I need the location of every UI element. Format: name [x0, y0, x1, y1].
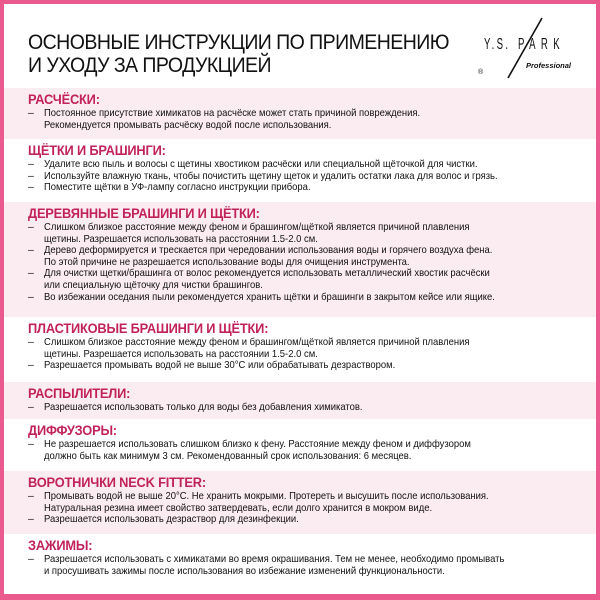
item-text-line: Натуральная резина имеет свойство затвердевать, если долго хранится в мокром виде.	[44, 501, 433, 514]
bullet-dash: –	[28, 513, 34, 526]
bullet-list	[28, 402, 596, 414]
list-item	[28, 222, 596, 245]
section	[4, 202, 596, 317]
list-item	[28, 108, 596, 131]
bullet-dash: –	[28, 221, 34, 233]
item-text-line: Поместите щётки в УФ-лампу согласно инструкции прибора.	[44, 181, 311, 194]
section	[4, 88, 596, 139]
list-item	[28, 514, 596, 526]
bullet-dash: –	[28, 290, 34, 303]
instruction-sheet	[4, 4, 596, 594]
title-line: ОСНОВНЫЕ ИНСТРУКЦИИ ПО ПРИМЕНЕНИЮ	[28, 31, 449, 54]
bullet-dash: –	[28, 267, 34, 280]
item-text-line: Используйте влажную ткань, чтобы почистить щетину щеток и удалить остатки лака для волос и грязь.	[44, 169, 498, 182]
bullet-list	[28, 337, 596, 372]
list-item	[28, 360, 596, 372]
bullet-dash: –	[28, 553, 34, 565]
item-text-line: Разрешается использовать только для воды без добавления химикатов.	[44, 401, 363, 413]
list-item	[28, 491, 596, 514]
bullet-dash: –	[28, 490, 34, 502]
section-heading: ДЕРЕВЯННЫЕ БРАШИНГИ И ЩЁТКИ:	[28, 206, 260, 221]
list-item	[28, 182, 596, 194]
section	[4, 139, 596, 202]
section-heading: ВОРОТНИЧКИ NECK FITTER:	[28, 475, 206, 490]
section-heading: ЗАЖИМЫ:	[28, 538, 93, 553]
item-text-line: или специальную щёточку для чистки брашингов.	[44, 278, 263, 291]
bullet-dash: –	[28, 169, 34, 182]
item-text-line: Не разрешается использовать слишком близко к фену. Расстояние между феном и диффузором	[44, 438, 471, 450]
list-item	[28, 268, 596, 291]
bullet-list	[28, 554, 596, 577]
list-item	[28, 402, 596, 414]
list-item	[28, 292, 596, 304]
registered-icon: ®	[478, 69, 484, 76]
item-text-line: щетины. Разрешается использовать на расстоянии 1.5-2.0 см.	[44, 347, 318, 360]
sections-list	[4, 88, 596, 594]
item-text-line: Постоянное присутствие химикатов на расчёске может стать причиной повреждения.	[44, 107, 421, 119]
bullet-dash: –	[28, 336, 34, 348]
logo-ys: Y.S.	[484, 36, 511, 53]
title-line: И УХОДУ ЗА ПРОДУКЦИЕЙ	[28, 54, 272, 77]
list-item	[28, 554, 596, 577]
bullet-list	[28, 222, 596, 303]
item-text-line: Для очистки щетки/брашинга от волос рекомендуется использовать металлический хвостик расчёски	[44, 267, 490, 280]
bullet-list	[28, 439, 596, 462]
list-item	[28, 439, 596, 462]
bullet-list	[28, 159, 596, 194]
list-item	[28, 245, 596, 268]
list-item	[28, 337, 596, 360]
item-text-line: Во избежании оседания пыли рекомендуется хранить щётки и брашинги в закрытом кейсе или ящике.	[44, 290, 495, 303]
bullet-dash: –	[28, 181, 34, 194]
section-heading: ДИФФУЗОРЫ:	[28, 423, 117, 438]
section	[4, 317, 596, 382]
item-text-line: Рекомендуется промывать расчёску водой после использования.	[44, 118, 332, 131]
bullet-dash: –	[28, 158, 34, 170]
item-text-line: Разрешается промывать водой не выше 30°С или обрабатывать дезраствором.	[44, 359, 396, 372]
bullet-dash: –	[28, 401, 34, 413]
bullet-dash: –	[28, 438, 34, 450]
section	[4, 534, 596, 594]
item-text-line: щетины. Разрешается использовать на расстоянии 1.5-2.0 см.	[44, 232, 318, 245]
logo-park: PARK	[518, 36, 566, 53]
item-text-line: Разрешается использовать с химикатами во время окрашивания. Тем не менее, необходимо промывать	[44, 553, 505, 565]
bullet-dash: –	[28, 107, 34, 119]
section-heading: РАСЧЁСКИ:	[28, 92, 100, 107]
section	[4, 419, 596, 471]
item-text-line: должно быть как минимум 3 см. Рекомендованный срок использования: 6 месяцев.	[44, 449, 412, 462]
logo-professional: Professional	[526, 61, 572, 70]
item-text-line: Слишком близкое расстояние между феном и брашингом/щёткой является причиной плавления	[44, 221, 470, 233]
bullet-list	[28, 108, 596, 131]
item-text-line: Слишком близкое расстояние между феном и брашингом/щёткой является причиной плавления	[44, 336, 470, 348]
brand-logo	[474, 16, 589, 82]
item-text-line: Промывать водой не выше 20°С. Не хранить мокрыми. Протереть и высушить после использования.	[44, 490, 489, 502]
section-heading: ПЛАСТИКОВЫЕ БРАШИНГИ И ЩЁТКИ:	[28, 321, 269, 336]
item-text-line: Дерево деформируется и трескается при чередовании использования воды и горячего воздуха фена.	[44, 244, 493, 257]
bullet-dash: –	[28, 244, 34, 257]
item-text-line: Удалите всю пыль и волосы с щетины хвостиком расчёски или специальной щёточкой для чистки.	[44, 158, 478, 170]
bullet-dash: –	[28, 359, 34, 372]
page-title	[28, 31, 449, 77]
item-text-line: и просушивать зажимы после использования во избежание изменений функциональности.	[44, 564, 445, 577]
section	[4, 382, 596, 419]
item-text-line: Разрешается использовать дезраствор для дезинфекции.	[44, 513, 299, 526]
section-heading: ЩЁТКИ И БРАШИНГИ:	[28, 143, 166, 158]
section-heading: РАСПЫЛИТЕЛИ:	[28, 386, 131, 401]
bullet-list	[28, 491, 596, 526]
section	[4, 471, 596, 534]
item-text-line: По этой причине не разрешается использование воды для очищения инструмента.	[44, 255, 410, 268]
